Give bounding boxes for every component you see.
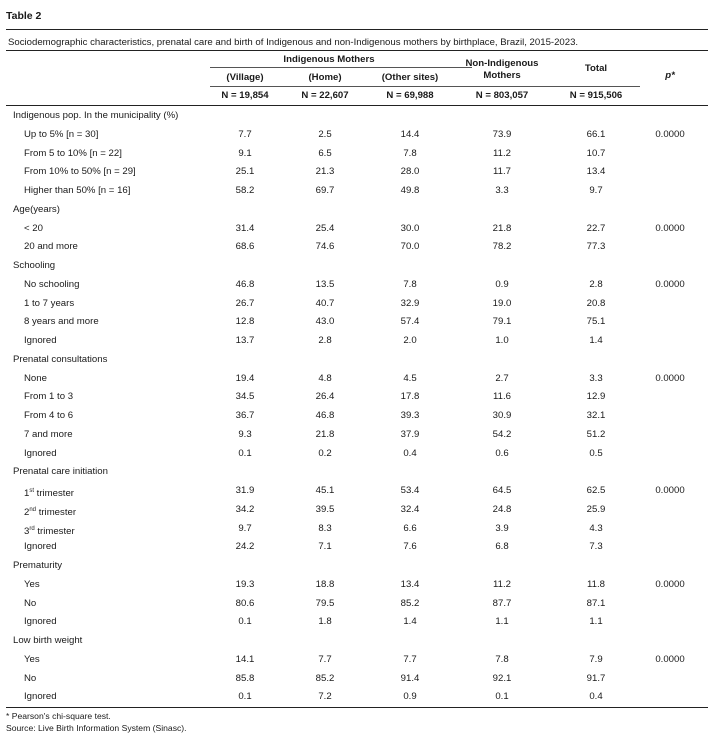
table-cell: 9.1 bbox=[238, 147, 252, 159]
row-label: From 10% to 50% [n = 29] bbox=[24, 166, 136, 178]
table-cell: 7.3 bbox=[589, 541, 603, 553]
table-cell: 13.4 bbox=[586, 166, 606, 178]
table-cell: 21.8 bbox=[315, 428, 335, 440]
table-label: Table 2 bbox=[6, 10, 42, 22]
table-cell: 7.7 bbox=[318, 653, 332, 665]
table-cell: 73.9 bbox=[492, 128, 512, 140]
table-cell: 30.9 bbox=[492, 410, 512, 421]
row-label: From 1 to 3 bbox=[24, 391, 74, 403]
table-cell: 2.8 bbox=[589, 278, 603, 290]
section-label: Prematurity bbox=[13, 560, 63, 571]
table-cell: 3.3 bbox=[495, 185, 509, 196]
table-cell: 13.5 bbox=[315, 278, 335, 290]
header-village: (Village) bbox=[226, 72, 264, 83]
table-cell: 7.8 bbox=[495, 653, 509, 665]
p-value-cell: 0.0000 bbox=[655, 278, 685, 290]
row-label: 1st trimester bbox=[24, 488, 74, 499]
table-cell: 11.6 bbox=[493, 391, 511, 403]
section-label: Low birth weight bbox=[13, 635, 83, 646]
p-value-cell: 0.0000 bbox=[655, 485, 685, 496]
table-cell: 28.0 bbox=[400, 166, 420, 178]
table-cell: 4.8 bbox=[318, 372, 332, 384]
table-cell: 22.7 bbox=[586, 222, 606, 234]
table-cell: 7.8 bbox=[403, 278, 417, 290]
table-cell: 19.0 bbox=[492, 297, 512, 309]
table-cell: 53.4 bbox=[400, 485, 420, 496]
row-label: Higher than 50% [n = 16] bbox=[24, 185, 131, 196]
table-cell: 7.9 bbox=[589, 653, 603, 665]
n-home: N = 22,607 bbox=[301, 90, 349, 101]
table-cell: 11.7 bbox=[493, 166, 511, 178]
section-label: Age(years) bbox=[13, 203, 60, 215]
table-cell: 57.4 bbox=[400, 316, 420, 328]
table-cell: 19.4 bbox=[235, 372, 255, 384]
p-value-cell: 0.0000 bbox=[655, 653, 685, 665]
table-cell: 80.6 bbox=[235, 597, 255, 609]
row-label: 7 and more bbox=[24, 428, 73, 440]
table-cell: 2.0 bbox=[403, 335, 417, 346]
table-cell: 43.0 bbox=[315, 316, 335, 328]
table-cell: 0.1 bbox=[238, 691, 252, 703]
table-cell: 46.8 bbox=[315, 410, 335, 421]
table-cell: 24.8 bbox=[492, 503, 512, 515]
table-cell: 79.1 bbox=[492, 316, 512, 328]
table-cell: 0.9 bbox=[495, 278, 509, 290]
top-rule bbox=[6, 29, 708, 30]
row-label: Ignored bbox=[24, 616, 57, 628]
table-cell: 34.5 bbox=[235, 391, 255, 403]
table-cell: 32.9 bbox=[400, 297, 420, 309]
table-cell: 11.2 bbox=[493, 578, 511, 590]
p-value-cell: 0.0000 bbox=[655, 222, 685, 234]
table-cell: 13.7 bbox=[235, 335, 255, 346]
p-value-cell: 0.0000 bbox=[655, 578, 685, 590]
table-cell: 1.1 bbox=[589, 616, 603, 628]
table-cell: 21.3 bbox=[315, 166, 335, 178]
table-cell: 66.1 bbox=[586, 128, 606, 140]
table-cell: 92.1 bbox=[492, 672, 512, 684]
table-cell: 1.0 bbox=[495, 335, 509, 346]
source-note: Source: Live Birth Information System (Sinasc). bbox=[6, 723, 187, 733]
table-cell: 46.8 bbox=[235, 278, 255, 290]
row-label: 20 and more bbox=[24, 241, 78, 253]
p-value-cell: 0.0000 bbox=[655, 372, 685, 384]
caption-rule bbox=[6, 50, 708, 51]
header-bottom-rule bbox=[6, 105, 708, 106]
table-cell: 9.7 bbox=[589, 185, 603, 196]
section-label: Prenatal consultations bbox=[13, 353, 108, 365]
row-label: No schooling bbox=[24, 278, 80, 290]
row-label: No bbox=[24, 597, 37, 609]
table-cell: 0.1 bbox=[238, 616, 252, 628]
row-label: 3rd trimester bbox=[24, 525, 75, 537]
table-cell: 3.3 bbox=[589, 372, 603, 384]
table-cell: 36.7 bbox=[235, 410, 255, 421]
table-cell: 9.3 bbox=[238, 428, 252, 440]
table-cell: 51.2 bbox=[586, 428, 606, 440]
table-cell: 75.1 bbox=[586, 316, 606, 328]
row-label: < 20 bbox=[24, 222, 43, 234]
n-non-indigenous: N = 803,057 bbox=[475, 90, 529, 101]
table-cell: 69.7 bbox=[315, 185, 335, 196]
section-label: Prenatal care initiation bbox=[13, 466, 108, 478]
table-cell: 1.1 bbox=[495, 616, 509, 628]
table-cell: 2.8 bbox=[318, 335, 332, 346]
table-cell: 1.4 bbox=[403, 616, 417, 628]
table-cell: 18.8 bbox=[315, 578, 335, 590]
table-cell: 91.7 bbox=[586, 672, 606, 684]
table-cell: 4.5 bbox=[403, 372, 417, 384]
row-label: From 4 to 6 bbox=[24, 410, 74, 421]
row-label: None bbox=[24, 372, 47, 384]
table-cell: 14.1 bbox=[235, 653, 255, 665]
table-cell: 62.5 bbox=[586, 485, 606, 496]
table-cell: 12.8 bbox=[235, 316, 255, 328]
table-cell: 3.9 bbox=[495, 522, 509, 534]
table-cell: 45.1 bbox=[315, 485, 335, 496]
table-cell: 30.0 bbox=[400, 222, 420, 234]
table-cell: 78.2 bbox=[492, 241, 512, 253]
table-bottom-rule bbox=[6, 707, 708, 708]
table-cell: 7.1 bbox=[318, 541, 332, 553]
table-cell: 32.4 bbox=[400, 503, 420, 515]
table-cell: 39.5 bbox=[315, 503, 335, 515]
table-cell: 17.8 bbox=[400, 391, 420, 403]
table-cell: 0.6 bbox=[495, 447, 509, 459]
n-other-sites: N = 69,988 bbox=[386, 90, 434, 101]
section-label: Indigenous pop. In the municipality (%) bbox=[13, 110, 179, 121]
table-cell: 1.4 bbox=[589, 335, 603, 346]
n-village: N = 19,854 bbox=[221, 90, 269, 101]
table-cell: 0.5 bbox=[589, 447, 603, 459]
table-cell: 6.6 bbox=[403, 522, 417, 534]
row-label: 8 years and more bbox=[24, 316, 99, 328]
table-cell: 14.4 bbox=[400, 128, 420, 140]
table-cell: 1.8 bbox=[318, 616, 332, 628]
table-cell: 31.9 bbox=[235, 485, 255, 496]
table-caption: Sociodemographic characteristics, prenatal care and birth of Indigenous and non-Indigenous mothers by birthplace, Brazil, 2015-2023. bbox=[8, 37, 579, 48]
row-label: Yes bbox=[24, 578, 40, 590]
table-cell: 7.8 bbox=[403, 147, 417, 159]
table-cell: 74.6 bbox=[315, 241, 335, 253]
table-cell: 26.7 bbox=[235, 297, 255, 309]
header-non-indigenous-line1: Non-Indigenous bbox=[465, 58, 539, 69]
table-cell: 13.4 bbox=[400, 578, 420, 590]
table-cell: 9.7 bbox=[238, 522, 252, 534]
table-cell: 87.1 bbox=[586, 597, 606, 609]
table-cell: 64.5 bbox=[492, 485, 512, 496]
row-label: No bbox=[24, 672, 37, 684]
header-indigenous-group: Indigenous Mothers bbox=[283, 54, 375, 65]
table-cell: 7.6 bbox=[403, 541, 417, 553]
table-cell: 0.4 bbox=[589, 691, 603, 703]
row-label: Ignored bbox=[24, 447, 57, 459]
table-cell: 40.7 bbox=[315, 297, 335, 309]
row-label: Ignored bbox=[24, 691, 57, 703]
table-cell: 85.8 bbox=[235, 672, 255, 684]
row-label: Ignored bbox=[24, 335, 57, 346]
table-cell: 0.4 bbox=[403, 447, 417, 459]
table-cell: 12.9 bbox=[586, 391, 606, 403]
table-cell: 77.3 bbox=[586, 241, 606, 253]
table-cell: 0.2 bbox=[318, 447, 332, 459]
table-cell: 0.1 bbox=[495, 691, 509, 703]
table-cell: 7.2 bbox=[318, 691, 332, 703]
table-cell: 54.2 bbox=[492, 428, 512, 440]
row-label: Up to 5% [n = 30] bbox=[24, 128, 99, 140]
p-value-cell: 0.0000 bbox=[655, 128, 685, 140]
table-cell: 68.6 bbox=[235, 241, 255, 253]
table-cell: 7.7 bbox=[238, 128, 252, 140]
table-cell: 2.7 bbox=[495, 372, 509, 384]
table-cell: 31.4 bbox=[235, 222, 255, 234]
table-cell: 37.9 bbox=[400, 428, 420, 440]
table-cell: 0.9 bbox=[403, 691, 417, 703]
header-p-value: p* bbox=[665, 70, 675, 81]
table-cell: 8.3 bbox=[318, 522, 332, 534]
table-cell: 70.0 bbox=[400, 241, 420, 253]
row-label: 1 to 7 years bbox=[24, 297, 75, 309]
table-cell: 24.2 bbox=[235, 541, 255, 553]
section-label: Schooling bbox=[13, 260, 56, 271]
table-cell: 20.8 bbox=[586, 297, 606, 309]
table-cell: 4.3 bbox=[589, 522, 603, 534]
table-cell: 21.8 bbox=[492, 222, 512, 234]
table-cell: 6.8 bbox=[495, 541, 509, 553]
table-cell: 87.7 bbox=[492, 597, 512, 609]
table-cell: 11.2 bbox=[493, 147, 511, 159]
header-non-indigenous-line2: Mothers bbox=[483, 70, 521, 81]
footnote: * Pearson's chi-square test. bbox=[6, 711, 111, 721]
n-total: N = 915,506 bbox=[569, 90, 623, 101]
row-label: Yes bbox=[24, 653, 40, 665]
table-cell: 85.2 bbox=[315, 672, 335, 684]
table-cell: 58.2 bbox=[235, 185, 255, 196]
table-cell: 32.1 bbox=[586, 410, 606, 421]
row-label: 2nd trimester bbox=[24, 506, 77, 518]
header-home: (Home) bbox=[308, 72, 342, 83]
table-cell: 39.3 bbox=[400, 410, 420, 421]
table-cell: 79.5 bbox=[315, 597, 335, 609]
table-cell: 0.1 bbox=[238, 447, 252, 459]
table-cell: 10.7 bbox=[586, 147, 606, 159]
table-cell: 91.4 bbox=[400, 672, 420, 684]
table-cell: 25.1 bbox=[235, 166, 255, 178]
table-cell: 11.8 bbox=[587, 578, 605, 590]
table-cell: 6.5 bbox=[318, 147, 332, 159]
header-other-sites: (Other sites) bbox=[381, 72, 439, 83]
table-cell: 7.7 bbox=[403, 653, 417, 665]
table-cell: 2.5 bbox=[318, 128, 332, 140]
row-label: Ignored bbox=[24, 541, 57, 553]
row-label: From 5 to 10% [n = 22] bbox=[24, 147, 122, 159]
header-total: Total bbox=[584, 63, 608, 74]
subheader-underline bbox=[210, 86, 640, 87]
table-cell: 34.2 bbox=[235, 503, 255, 515]
group-underline bbox=[210, 67, 472, 68]
table-cell: 26.4 bbox=[315, 391, 335, 403]
table-cell: 25.9 bbox=[586, 503, 606, 515]
table-cell: 19.3 bbox=[235, 578, 255, 590]
table-cell: 49.8 bbox=[400, 185, 420, 196]
table-cell: 85.2 bbox=[400, 597, 420, 609]
table-cell: 25.4 bbox=[315, 222, 335, 234]
